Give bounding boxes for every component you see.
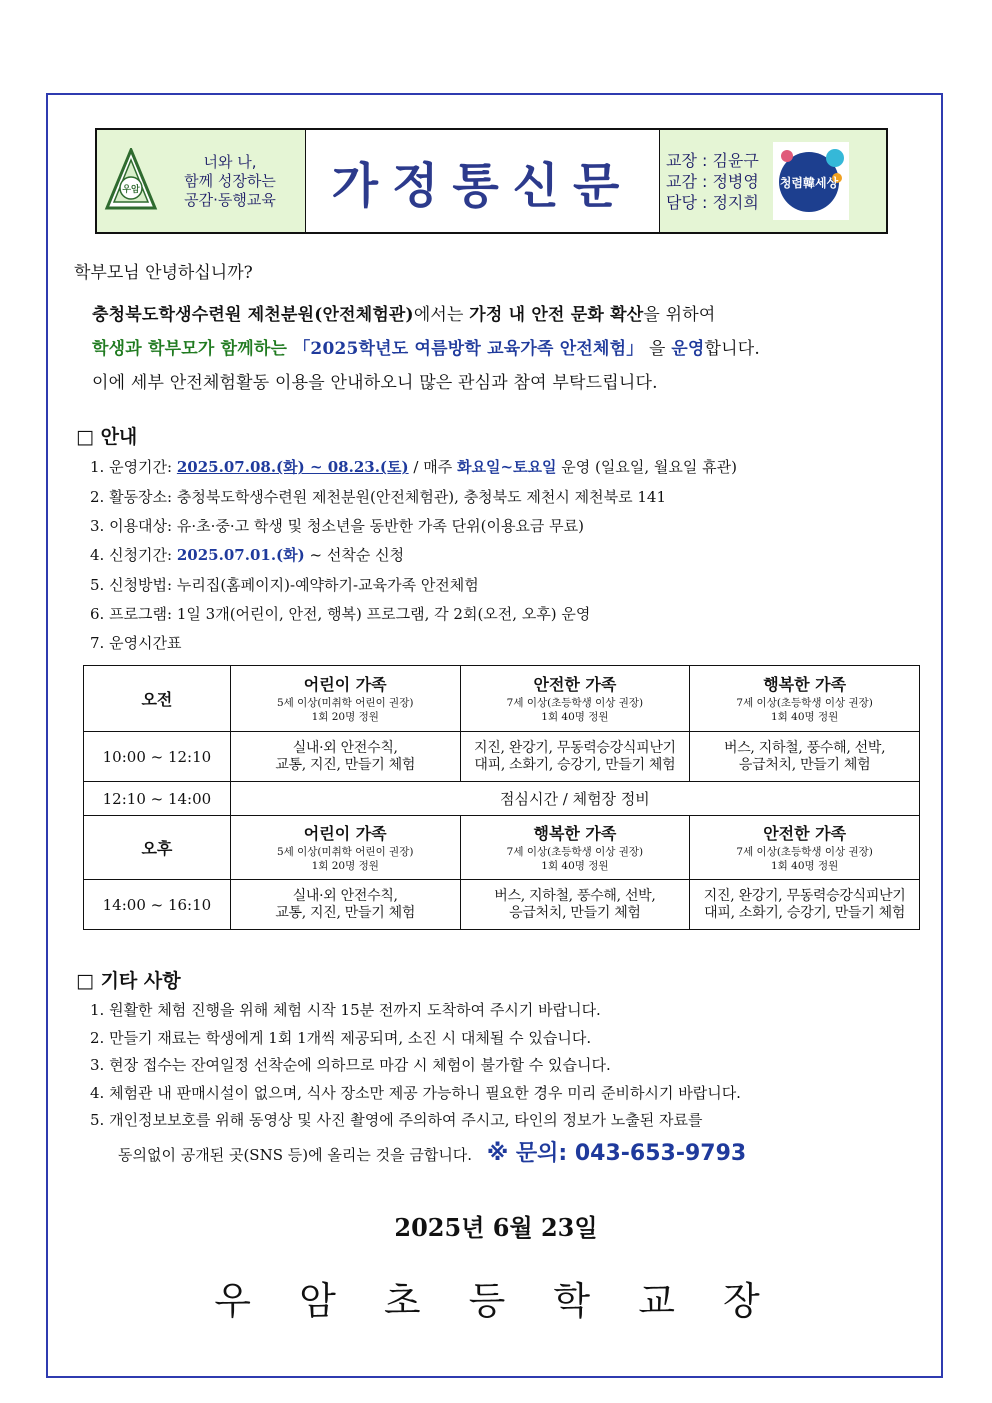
am-activity-2 [460,732,690,782]
am-label: 오전 [84,666,231,732]
activity-line: 지진, 완강기, 무동력승강식피난기 [474,739,676,756]
greeting: 학부모님 안녕하십니까? [74,263,253,283]
am-program-1 [230,666,460,732]
emblem-text: 우암 [122,185,140,195]
page-title: 가정통신문 [306,130,660,232]
am-activity-3 [690,732,920,782]
note-text: 동의없이 공개된 곳(SNS 등)에 올리는 것을 금합니다. [118,1146,473,1164]
activity-line: 교통, 지진, 만들기 체험 [275,904,416,921]
pm-activity-3 [690,880,920,930]
notes-heading: □ 기타 사항 [76,970,181,992]
pm-program-2 [460,816,690,880]
program-name: 어린이 가족 [303,823,387,843]
program-target: 5세 이상(미취학 어린이 권장) [276,696,414,709]
program-quota: 1회 40명 정원 [541,710,609,723]
staff-list [666,150,759,213]
intro-text: 을 [643,339,672,359]
issue-date: 2025년 6월 23일 [394,1213,598,1242]
pm-activity-2 [460,880,690,930]
item-label: 4. 신청기간: [90,546,177,564]
am-time: 10:00 ~ 12:10 [84,732,231,782]
purpose-highlight: 가정 내 안전 문화 확산 [469,305,644,325]
intro-text: 에서는 [413,305,470,325]
motto-cell [97,130,306,232]
participants-highlight: 학생과 학부모가 함께하는 [92,339,288,359]
intro-line-2 [92,334,760,359]
note-item-4: 4. 체험관 내 판매시설이 없으며, 식사 장소만 제공 가능하니 필요한 경우 미리 준비하시기 바랍니다. [90,1084,741,1102]
guide-item-target: 3. 이용대상: 유·초·중·고 학생 및 청소년을 동반한 가족 단위(이용요금 무료) [90,517,585,535]
program-quota: 1회 20명 정원 [311,710,379,723]
item-text: ~ 선착순 신청 [304,546,405,564]
guide-heading: □ 안내 [76,426,138,448]
note-item-5: 5. 개인정보보호를 위해 동영상 및 사진 촬영에 주의하여 주시고, 타인의 정보가 노출된 자료를 [90,1111,703,1129]
staff-cell [660,130,886,232]
table-row [84,666,920,732]
program-quota: 1회 40명 정원 [770,710,839,723]
guide-item-application-period [90,544,404,565]
motto-line-1: 너와 나, [203,152,257,171]
intro-line-3: 이에 세부 안전체험활동 이용을 안내하오니 많은 관심과 참여 부탁드립니다. [92,373,658,393]
school-motto [159,153,305,210]
schedule-table [83,665,920,930]
program-target: 7세 이상(초등학생 이상 권장) [736,845,873,858]
teacher-in-charge-name: 담당 : 정지희 [666,192,759,212]
activity-line: 실내·외 안전수칙, [292,887,398,904]
activity-line: 실내·외 안전수칙, [292,739,398,756]
motto-line-3: 공감·동행교육 [184,190,276,209]
institution-name: 충청북도학생수련원 제천분원(안전체험관) [92,305,414,325]
program-target: 7세 이상(초등학생 이상 권장) [506,845,644,858]
activity-line: 지진, 완강기, 무동력승강식피난기 [703,887,906,904]
intro-text: 을 위하여 [643,305,716,325]
guide-item-application-method: 5. 신청방법: 누리집(홈페이지)-예약하기-교육가족 안전체험 [90,576,479,594]
program-name: 행복한 가족 [533,823,617,843]
signature: 우 암 초 등 학 교 장 [214,1279,778,1323]
guide-item-location: 2. 활동장소: 충청북도학생수련원 제천분원(안전체험관), 충청북도 제천시 제천북로 141 [90,488,667,506]
item-text: 운영 (일요일, 월요일 휴관) [556,458,737,476]
operate-highlight: 운영 [671,339,705,359]
lunch-time: 12:10 ~ 14:00 [84,782,231,816]
integrity-logo-icon [773,142,849,220]
note-item-1: 1. 원활한 체험 진행을 위해 체험 시작 15분 전까지 도착하여 주시기 바랍니다. [90,1001,601,1019]
contact-phone: ※ 문의: 043-653-9793 [486,1141,747,1166]
motto-line-2: 함께 성장하는 [184,171,276,190]
program-name: 「2025학년도 여름방학 교육가족 안전체험」 [287,339,644,359]
program-name: 행복한 가족 [763,674,847,694]
operation-days: 화요일~토요일 [456,458,557,476]
principal-name: 교장 : 김윤구 [666,150,759,170]
activity-line: 응급처치, 만들기 체험 [509,904,641,921]
table-row [84,880,920,930]
lunch-text: 점심시간 / 체험장 정비 [230,782,919,816]
guide-item-timetable: 7. 운영시간표 [90,634,182,652]
note-item-3: 3. 현장 접수는 잔여일정 선착순에 의하므로 마감 시 체험이 불가할 수 있습니다. [90,1056,611,1074]
activity-line: 대피, 소화기, 승강기, 만들기 체험 [474,756,676,773]
pm-label: 오후 [84,816,231,880]
am-activity-1 [230,732,460,782]
intro-text: 합니다. [704,339,760,359]
activity-line: 교통, 지진, 만들기 체험 [275,756,416,773]
note-item-2: 2. 만들기 재료는 학생에게 1회 1개씩 제공되며, 소진 시 대체될 수 있습니다. [90,1029,592,1047]
table-row [84,782,920,816]
table-row [84,816,920,880]
pm-activity-1 [230,880,460,930]
program-target: 7세 이상(초등학생 이상 권장) [736,696,873,709]
newsletter-header [95,128,888,234]
program-name: 안전한 가족 [763,823,847,843]
note-item-5-continued [118,1136,746,1167]
vice-principal-name: 교감 : 정병영 [666,171,759,191]
program-name: 안전한 가족 [533,674,617,694]
program-target: 5세 이상(미취학 어린이 권장) [276,845,414,858]
activity-line: 응급처치, 만들기 체험 [738,756,871,773]
am-program-3 [690,666,920,732]
guide-item-period [90,456,737,477]
table-row [84,732,920,782]
activity-line: 버스, 지하철, 풍수해, 선박, [494,887,656,904]
intro-line-1 [92,300,715,325]
school-emblem-icon [103,148,159,214]
program-target: 7세 이상(초등학생 이상 권장) [506,696,644,709]
activity-line: 대피, 소화기, 승강기, 만들기 체험 [704,904,906,921]
pm-program-3 [690,816,920,880]
program-quota: 1회 40명 정원 [541,859,609,872]
program-name: 어린이 가족 [303,674,387,694]
application-start-date: 2025.07.01.(화) [176,546,305,564]
guide-item-program: 6. 프로그램: 1일 3개(어린이, 안전, 행복) 프로그램, 각 2회(오전, 오후) 운영 [90,605,591,623]
program-quota: 1회 20명 정원 [311,859,379,872]
am-program-2 [460,666,690,732]
pm-time: 14:00 ~ 16:10 [84,880,231,930]
logo-text: 청렴韓세상 [779,176,839,190]
program-quota: 1회 40명 정원 [770,859,839,872]
activity-line: 버스, 지하철, 풍수해, 선박, [723,739,886,756]
item-label: 1. 운영기간: [90,458,177,476]
operation-period: 2025.07.08.(화) ~ 08.23.(토) [176,458,409,476]
pm-program-1 [230,816,460,880]
item-text: / 매주 [408,458,457,476]
